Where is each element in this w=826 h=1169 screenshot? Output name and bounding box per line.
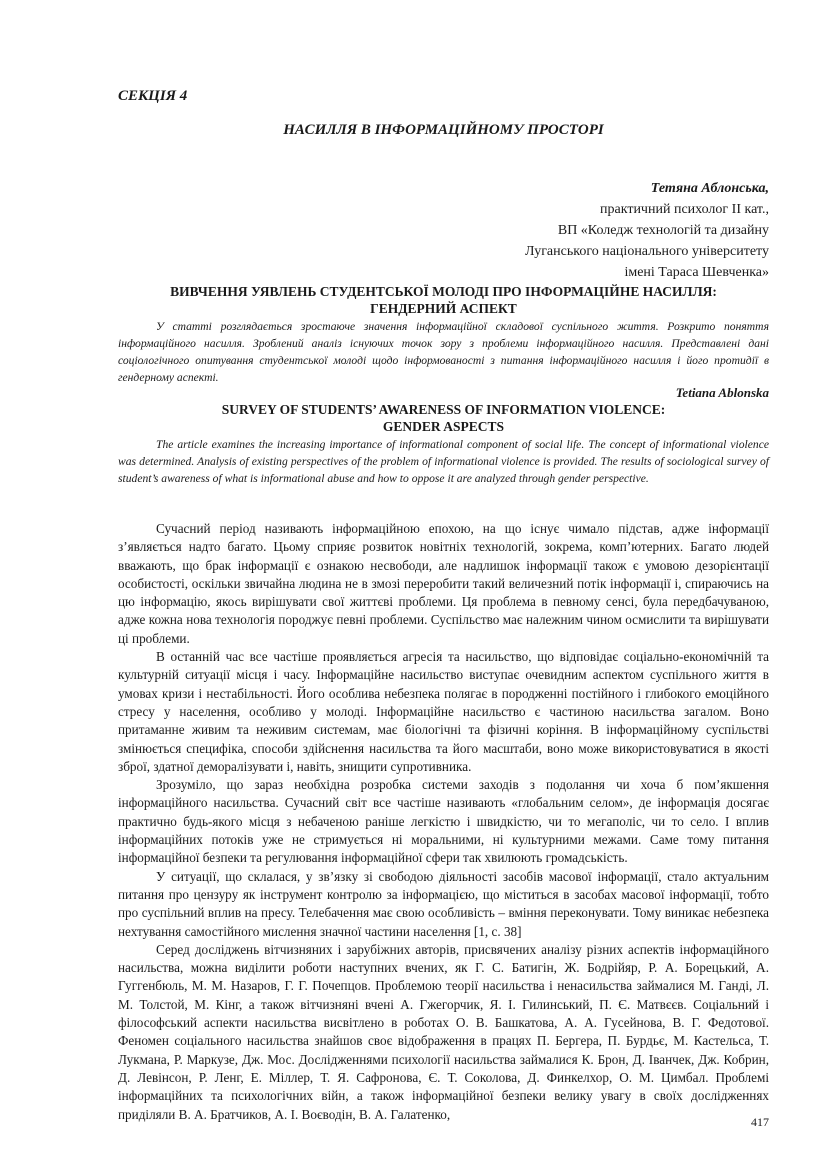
body-paragraph: У ситуації, що склалася, у зв’язку зі свободою діяльності засобів масової інформації, стало актуальним питання про цензуру як інструмент контролю за інформацією, що міститься в засобах масової інформації, тобто про суспільний вплив на пресу. Телебачення має свою особливість – вміння переконувати. Тому виникає небезпека нехтування самостійного мислення значної частини населення [1, с. 38] [118,868,769,939]
author-block [525,178,769,283]
body-paragraph: Зрозуміло, що зараз необхідна розробка системи заходів з подолання чи хоча б пом’якшення інформаційного насильства. Сучасний світ все частіше називають «глобальним селом», де інформація досягає практично будь-якого місця з небаченою раніше легкістю і швидкістю, чи то мегаполіс, чи то село. І вплив інформаційних потоків уже не стримується ні моральними, ні культурними межами. Саме тому питання інформаційної безпеки та регулювання інформаційної сфери так хвилюють громадськість. [118,777,769,866]
abstract-en: The article examines the increasing importance of informational component of social life. The concept of informational violence was determined. Analysis of existing perspectives of the problem of informational violence is provided. The results of sociological survey of student’s awareness of what is informational abuse and how to oppose it are analyzed through gender perspective. [118,438,769,485]
author-affiliation-line: ВП «Коледж технологій та дизайну [557,223,769,238]
body-text [118,520,769,1124]
page-number: 417 [751,1115,769,1129]
author-affiliation-line: Луганського національного університету [525,244,769,259]
article-title-en [118,401,769,435]
section-label: СЕКЦІЯ 4 [118,88,188,104]
section-title: НАСИЛЛЯ В ІНФОРМАЦІЙНОМУ ПРОСТОРІ [283,122,604,138]
body-paragraph: Сучасний період називають інформаційною епохою, на що існує чимало підстав, адже інформації з’являється надто багато. Цьому сприяє розвиток новітніх технологій, зокрема, комп’ютерних. Багато людей вважають, що брак інформації є ознакою несвободи, але надлишок інформації також є умовою дезорієнтації особистості, оскільки звичайна людина не в змозі переробити такий величезний потік інформації і, спираючись на цю інформацію, якось вирішувати свої життєві проблеми. Ця проблема в певному сенсі, була передбачуваною, адже кожна нова технологія породжує певні проблеми. Суспільство має належним чином осмислити та вирішувати ці проблеми. [118,521,769,646]
title-en-line: GENDER ASPECTS [382,419,505,434]
article-title-ua [118,283,769,317]
title-ua-line: ГЕНДЕРНИЙ АСПЕКТ [370,301,517,316]
author-name-en: Tetiana Ablonska [675,385,769,400]
title-en-line: SURVEY OF STUDENTS’ AWARENESS OF INFORMATION VIOLENCE: [221,402,666,417]
abstract-ua: У статті розглядається зростаюче значення інформаційної складової суспільного життя. Розкрито поняття інформаційного насилля. Зроблений аналіз існуючих точок зору з проблеми інформаційного насилля. Представлені дані соціологічного опитування студентської молоді щодо інформованості з питання інформаційного насилля і його протидії в гендерному аспекті. [118,320,769,384]
author-affiliation-line: імені Тараса Шевченка» [624,265,769,280]
title-ua-line: ВИВЧЕННЯ УЯВЛЕНЬ СТУДЕНТСЬКОЇ МОЛОДІ ПРО ІНФОРМАЦІЙНЕ НАСИЛЛЯ: [170,284,717,299]
author-name: Тетяна Аблонська, [650,181,769,196]
body-paragraph: Серед досліджень вітчизняних і зарубіжних авторів, присвячених аналізу різних аспектів інформаційного насильства, можна виділити роботи наступних вчених, як Г. С. Батигін, Ж. Бодрійяр, Р. А. Борецький, А. Гуггенбюль, М. М. Назаров, Г. Г. Почепцов. Проблемою теорії насильства і ненасильства займалися М. Ганді, Л. М. Толстой, М. Кінг, а також вітчизняні вчені А. Гжегорчик, Я. І. Гилинський, П. Є. Матвєєв. Соціальний і філософський аспекти насильства висвітлено в роботах О. В. Башкатова, А. А. Гусейнова, В. Г. Федотової. Феномен соціального насильства знайшов своє відображення в працях П. Бергера, П. Бурдьє, М. Кастельса, Т. Лукмана, Р. Маркузе, Дж. Мос. Дослідженнями психології насильства займалися К. Брон, Д. Іванчек, Дж. Кобрин, Д. Левінсон, Р. Ленг, Е. Міллер, Т. Я. Сафронова, Є. Т. Соколова, Д. Финкелхор, О. М. Цимбал. Проблемі інформаційних та психологічних війн, а також інформаційної безпеки велику увагу в своїх дослідженнях приділяли В. А. Братчиков, А. І. Воєводін, В. А. Галатенко, [118,941,769,1122]
body-paragraph: В останній час все частіше проявляється агресія та насильство, що відповідає соціально-економічній та культурній ситуації місця і часу. Інформаційне насильство виступає очевидним аспектом суспільного життя в умовах кризи і нестабільності. Його особлива небезпека полягає в породженні постійного і глибокого емоційного стресу у населення, особливо у молоді. Інформаційне насильство є частиною насильства загалом. Воно притаманне живим та неживим системам, має біологічні та фізичні коріння. В інформаційному суспільстві змінюється специфіка, способи здійснення насильства та його масштаби, воно може використовуватися в якості зброї, здатної деморалізувати і, навіть, знищити супротивника. [118,649,769,774]
author-affiliation-line: практичний психолог ІІ кат., [600,202,769,217]
